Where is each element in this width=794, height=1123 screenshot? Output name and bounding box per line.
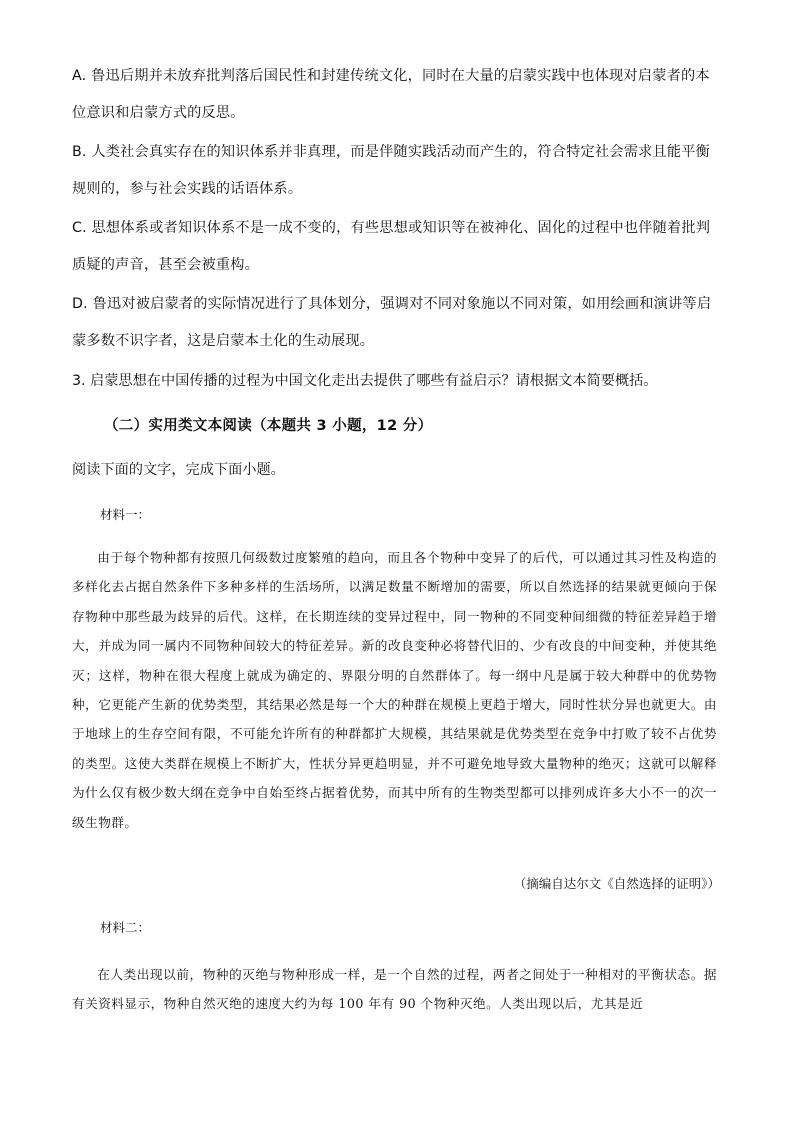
option-a: A. 鲁迅后期并未放弃批判落后国民性和封建传统文化，同时在大量的启蒙实践中也体现对启蒙者的本位意识和启蒙方式的反思。 xyxy=(72,68,710,121)
option-d: D. 鲁迅对被启蒙者的实际情况进行了具体划分，强调对不同对象施以不同对策，如用绘画和演讲等启蒙多数不识字者，这是启蒙本土化的生动展现。 xyxy=(72,296,712,349)
material-1-text: 由于每个物种都有按照几何级数过度繁殖的趋向，而且各个物种中变异了的后代，可以通过其习性及构造的多样化去占据自然条件下多种多样的生活场所，以满足数量不断增加的需要，所以自然选择的结果就更倾向于保存物种中那些最为歧异的后代。这样，在长期连续的变异过程中，同一物种的不同变种间细微的特征差异趋于增大，并成为同一属内不同物种间较大的特征差异。新的改良变种必将替代旧的、少有改良的中间变种，并使其绝灭；这样，物种在很大程度上就成为确定的、界限分明的自然群体了。每一纲中凡是属于较大种群中的优势物种，它更能产生新的优势类型，其结果必然是每一个大的种群在规模上更趋于增大，同时性状分异也就更大。由于地球上的生存空间有限，不可能允许所有的种群都扩大规模，其结果就是优势类型在竞争中打败了较不占优势的类型。这使大类群在规模上不断扩大，性状分异更趋明显，并不可避免地导致大量物种的绝灭；这就可以解释为什么仅有极少数大纲在竞争中自始至终占据着优势，而其中所有的生物类型都可以排列成许多大小不一的次一级生物群。 xyxy=(72,550,717,830)
section-heading: （二）实用类文本阅读（本题共 3 小题，12 分） xyxy=(104,418,433,434)
option-b: B. 人类社会真实存在的知识体系并非真理，而是伴随实践活动而产生的，符合特定社会需求且能平衡规则的，参与社会实践的话语体系。 xyxy=(72,144,711,197)
material-1-source: （摘编自达尔文《自然选择的证明》） xyxy=(513,876,720,891)
option-c: C. 思想体系或者知识体系不是一成不变的，有些思想或知识等在被神化、固化的过程中也伴随着批判质疑的声音，甚至会被重构。 xyxy=(72,220,711,273)
question-3: 3. 启蒙思想在中国传播的过程为中国文化走出去提供了哪些有益启示？请根据文本简要概括。 xyxy=(72,373,658,389)
material-2-text: 在人类出现以前，物种的灭绝与物种形成一样，是一个自然的过程，两者之间处于一种相对的平衡状态。据有关资料显示，物种自然灭绝的速度大约为每 100 年有 90 个物种灭绝。人类出现以后，尤其是近 xyxy=(72,967,717,1012)
material-2-label: 材料二： xyxy=(100,920,151,935)
reading-instruction: 阅读下面的文字，完成下面小题。 xyxy=(72,462,285,478)
material-1-label: 材料一： xyxy=(100,507,151,522)
